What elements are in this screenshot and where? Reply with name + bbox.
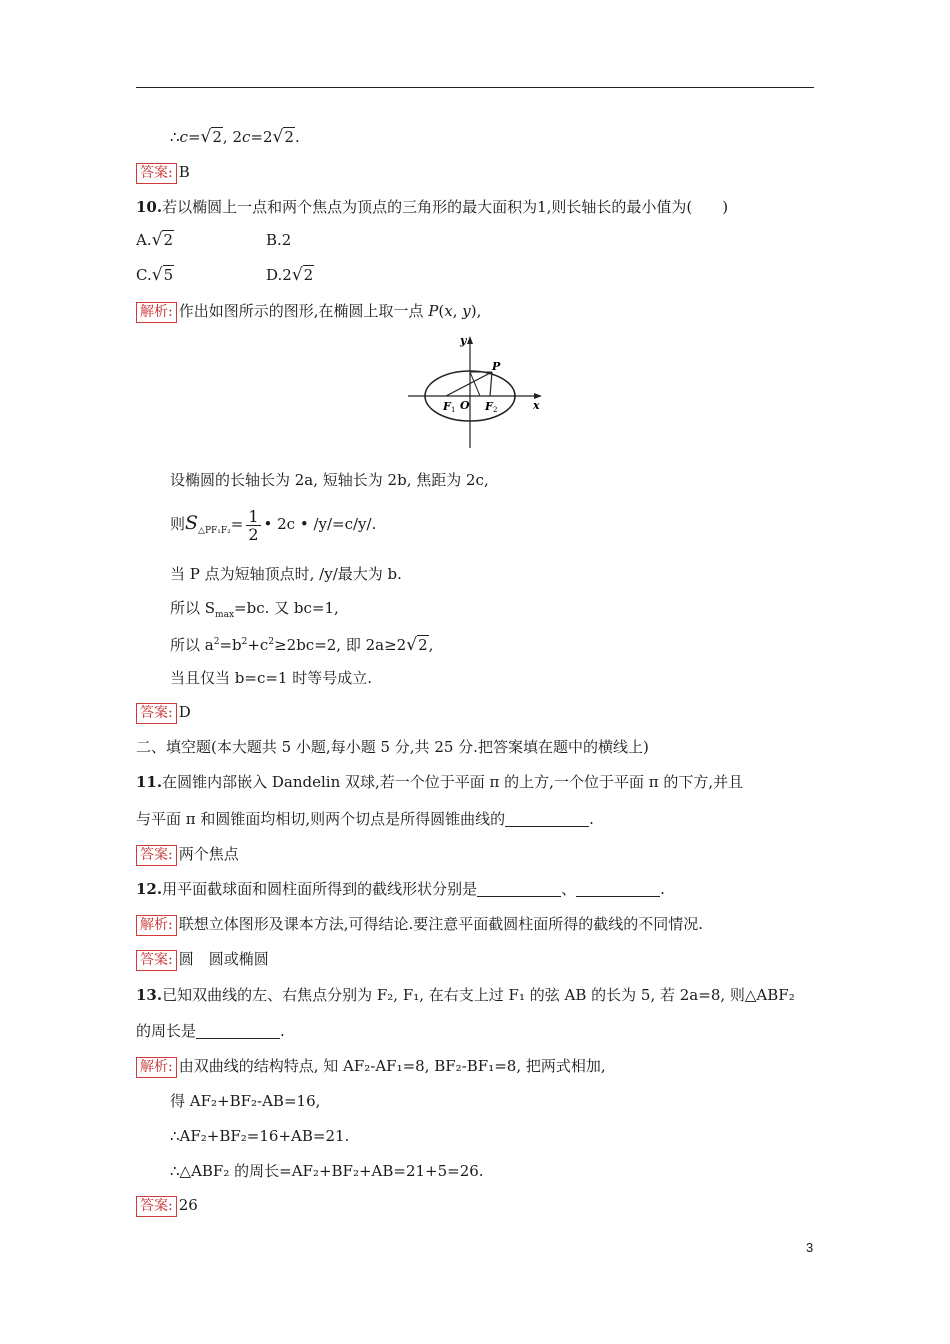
var-s: S [185, 512, 199, 534]
q10-line-b [170, 503, 376, 551]
radicand: 2 [163, 231, 173, 249]
fraction [246, 508, 260, 543]
option-label: D.2 [266, 266, 292, 284]
q10-line-c: 当 P 点为短轴顶点时, /y/最大为 b. [170, 565, 402, 583]
segment-inner [470, 372, 480, 396]
answer-tag: 答案: [136, 950, 177, 971]
text: =bc. 又 bc=1, [234, 599, 339, 617]
q12-answer-row [136, 948, 269, 971]
text: . [589, 810, 594, 828]
answer-blank [477, 880, 561, 897]
text: 所以 S [170, 599, 216, 617]
question-text: 与平面 π 和圆锥面均相切,则两个切点是所得圆锥曲线的 [136, 810, 506, 828]
numerator: 1 [248, 506, 259, 526]
option-a [136, 229, 266, 251]
q12-answer: 圆 圆或椭圆 [178, 950, 269, 968]
label-y: y [460, 334, 467, 347]
text: = [230, 515, 244, 533]
y-axis-arrow [467, 336, 473, 344]
text: ( [438, 302, 445, 320]
question-text: 用平面截球面和圆柱面所得到的截线形状分别是 [162, 880, 478, 898]
radicand: 2 [418, 636, 428, 654]
text: 则 [170, 515, 186, 533]
q13-line1 [136, 984, 795, 1006]
sqrt-symbol: √2 [151, 230, 173, 250]
q13-line2 [136, 1020, 285, 1042]
denominator: 2 [248, 524, 259, 544]
q13-step3: ∴△ABF₂ 的周长=AF₂+BF₂+AB=21+5=26. [170, 1162, 484, 1180]
therefore-symbol: ∴ [170, 128, 180, 146]
question-number: 11. [136, 773, 163, 791]
question-text: 在圆锥内部嵌入 Dandelin 双球,若一个位于平面 π 的上方,一个位于平面 π 的下方,并且 [162, 773, 744, 791]
label-p: P [492, 360, 501, 373]
answer-tag: 答案: [136, 163, 177, 184]
analysis-tag: 解析: [136, 1057, 177, 1078]
option-b: B.2 [266, 231, 292, 249]
q10-options-ab [136, 229, 396, 251]
q10-line-f: 当且仅当 b=c=1 时等号成立. [170, 669, 372, 687]
text: , [452, 302, 463, 320]
q9-conclusion [170, 126, 300, 148]
q10-stem [136, 196, 728, 218]
answer-tag: 答案: [136, 845, 177, 866]
header-rule [136, 87, 814, 88]
label-f1: F [443, 400, 451, 413]
section-heading: 二、填空题(本大题共 5 小题,每小题 5 分,共 25 分.把答案填在题中的横线上) [136, 738, 649, 756]
question-number: 10. [136, 198, 163, 216]
q10-answer-row [136, 701, 191, 724]
superscript: 2 [213, 637, 220, 647]
label-x: x [533, 399, 540, 412]
q9-answer: B [178, 163, 190, 181]
question-number: 12. [136, 880, 163, 898]
q10-line-e [170, 631, 433, 656]
label-f2: F [485, 400, 493, 413]
option-c [136, 264, 266, 286]
q10-line-d [170, 597, 339, 626]
label-o: O [460, 399, 470, 412]
question-text: 已知双曲线的左、右焦点分别为 F₂, F₁, 在右支上过 F₁ 的弦 AB 的长为 5, 若 2a=8, 则△ABF₂ [162, 986, 795, 1004]
var-y: y [462, 302, 471, 320]
analysis-text: 由双曲线的结构特点, 知 AF₂-AF₁=8, BF₂-BF₁=8, 把两式相加, [178, 1057, 606, 1075]
sqrt-symbol: √2 [291, 265, 314, 285]
q12-analysis-row [136, 913, 703, 936]
subscript: max [215, 610, 235, 620]
segment-pf2 [490, 372, 492, 396]
page-number: 3 [806, 1240, 814, 1255]
radicand: 2 [212, 128, 222, 146]
q11-line2 [136, 808, 594, 830]
option-d [266, 264, 396, 286]
sqrt-symbol: √2 [200, 127, 222, 147]
text: =2 [250, 128, 273, 146]
q10-line-a: 设椭圆的长轴长为 2a, 短轴长为 2b, 焦距为 2c, [170, 471, 489, 489]
text: +c [247, 636, 269, 654]
segment-pf1 [446, 372, 492, 396]
option-label: C. [136, 266, 152, 284]
q11-answer: 两个焦点 [178, 845, 239, 863]
q10-options-cd [136, 264, 396, 286]
label-f1-sub: 1 [451, 406, 456, 414]
q9-answer-row [136, 161, 190, 184]
question-number: 13. [136, 986, 163, 1004]
text: . [660, 880, 665, 898]
q11-answer-row [136, 843, 239, 866]
answer-blank [196, 1022, 280, 1039]
text: ), [470, 302, 482, 320]
q13-step2: ∴AF₂+BF₂=16+AB=21. [170, 1127, 350, 1145]
text: • 2c • /y/=c/y/. [263, 515, 377, 533]
q11-line1 [136, 771, 743, 793]
q13-step1: 得 AF₂+BF₂-AB=16, [170, 1092, 321, 1110]
text: ≥2bc=2, 即 2a≥2 [274, 636, 407, 654]
radicand: 2 [284, 128, 294, 146]
text: . [280, 1022, 285, 1040]
text: = [187, 128, 201, 146]
text: 、 [561, 880, 577, 898]
sqrt-symbol: √5 [151, 265, 174, 285]
sqrt-symbol: √2 [272, 127, 294, 147]
question-text: 的周长是 [136, 1022, 197, 1040]
radicand: 5 [163, 266, 174, 284]
text: . [294, 128, 300, 146]
superscript: 2 [268, 637, 275, 647]
var-c: c [179, 128, 188, 146]
ellipse-figure [406, 332, 546, 450]
text: =b [219, 636, 242, 654]
answer-blank [576, 880, 660, 897]
label-f2-sub: 2 [493, 406, 498, 414]
q13-analysis-row [136, 1055, 606, 1078]
q10-analysis-intro [136, 300, 481, 323]
question-text: 若以椭圆上一点和两个焦点为顶点的三角形的最大面积为1,则长轴长的最小值为( ) [162, 198, 729, 216]
q10-answer: D [178, 703, 191, 721]
var-x: x [444, 302, 453, 320]
sqrt-symbol: √2 [406, 635, 428, 655]
answer-blank [505, 810, 589, 827]
answer-tag: 答案: [136, 703, 177, 724]
var-p: P [428, 302, 439, 320]
text: , 2 [222, 128, 243, 146]
text: 所以 a [170, 636, 214, 654]
analysis-text: 联想立体图形及课本方法,可得结论.要注意平面截圆柱面所得的截线的不同情况. [178, 915, 704, 933]
q12-stem [136, 878, 665, 900]
q13-answer: 26 [178, 1196, 198, 1214]
analysis-text: 作出如图所示的图形,在椭圆上取一点 [178, 302, 429, 320]
option-label: A. [136, 231, 152, 249]
radicand: 2 [303, 266, 314, 284]
text: , [428, 636, 434, 654]
analysis-tag: 解析: [136, 915, 177, 936]
var-c: c [242, 128, 251, 146]
answer-tag: 答案: [136, 1196, 177, 1217]
superscript: 2 [241, 637, 248, 647]
analysis-tag: 解析: [136, 302, 177, 323]
q13-answer-row [136, 1194, 198, 1217]
subscript: △PF₁F₂ [198, 526, 231, 536]
